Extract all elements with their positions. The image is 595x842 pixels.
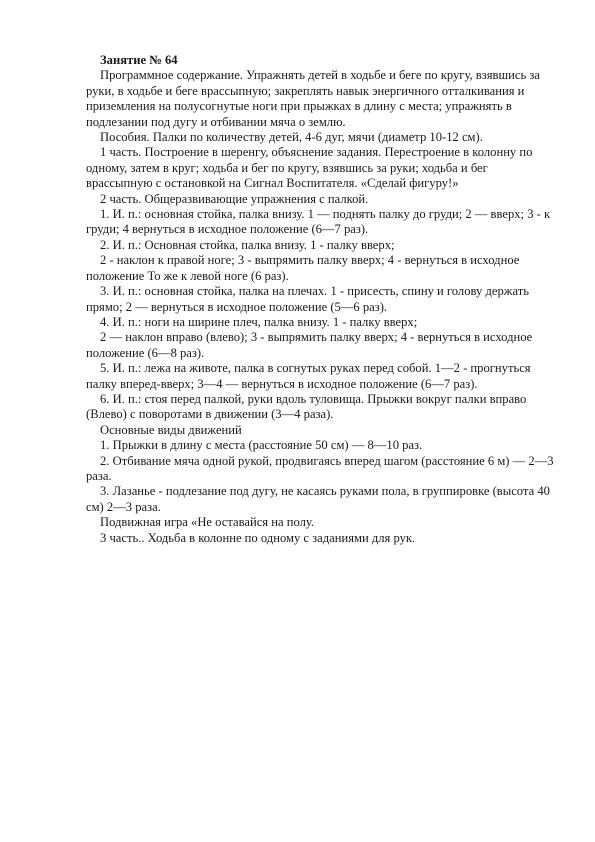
document-page [86,53,556,546]
part-one-paragraph: 1 часть. Построение в шеренгу, объяснение задания. Перестроение в колонну по одному, затем в круг; ходьба и бег по кругу, взявшись за руки; ходьба и бег врассыпную с остановкой на Сигнал Воспитателя. «Сделай фигуру!» [86,145,533,191]
part-two-heading: 2 часть. Общеразвивающие упражнения с палкой. [100,191,369,206]
movement-3: 3. Лазанье - подлезание под дугу, не касаясь руками пола, в группировке (высота 40 см) 2—3 раза. [86,484,550,514]
exercise-5: 5. И. п.: лежа на животе, палка в согнутых руках перед собой. 1—2 - прогнуться палку вперед-вверх; 3—4 — вернуться в исходное положение (6—7 раз). [86,361,531,391]
part-three-paragraph: 3 часть.. Ходьба в колонне по одному с заданиями для рук. [100,530,416,545]
exercise-6: 6. И. п.: стоя перед палкой, руки вдоль туловища. Прыжки вокруг палки вправо (Влево) с поворотами в движении (3—4 раза). [86,391,527,422]
exercise-3: 3. И. п.: основная стойка, палка на плечах. 1 - присесть, спину и голову держать прямо; 2 — вернуться в исходное положение (5—6 раз). [86,284,529,314]
exercise-4-start: 4. И. п.: ноги на ширине плеч, палка внизу. 1 - палку вверх; [100,314,418,329]
exercise-2-start: 2. И. п.: Основная стойка, палка внизу. 1 - палку вверх; [100,237,395,252]
lesson-title: Занятие № 64 [100,53,178,67]
exercise-1: 1. И. п.: основная стойка, палка внизу. 1 — поднять палку до груди; 2 — вверх; 3 - к груди; 4 вернуться в исходное положение (6—7 раз). [86,207,551,237]
exercise-4-continuation: 2 — наклон вправо (влево); 3 - выпрямить палку вверх; 4 - вернуться в исходное положение (6—8 раз). [86,330,533,360]
movement-2: 2. Отбивание мяча одной рукой, продвигаясь вперед шагом (расстояние 6 м) — 2—3 раза. [86,453,554,483]
exercise-2-continuation: 2 - наклон к правой ноге; 3 - выпрямить палку вверх; 4 - вернуться в исходное положение То же к левой ноге (6 раз). [86,253,520,283]
main-movements-heading: Основные виды движений [100,422,242,437]
materials-paragraph: Пособия. Палки по количеству детей, 4-6 дуг, мячи (диаметр 10-12 см). [100,130,483,145]
program-content-paragraph: Программное содержание. Упражнять детей в ходьбе и беге по кругу, взявшись за руки, в ходьбе и беге врассыпную; закреплять навык энергичного отталкивания и приземления на полусогнутые ноги при прыжках в длину с места; упражнять в подлезании под дугу и отбивании мяча о землю. [86,68,540,129]
movement-1: 1. Прыжки в длину с места (расстояние 50 см) — 8—10 раз. [100,438,423,453]
outdoor-game: Подвижная игра «Не оставайся на полу. [100,515,315,530]
